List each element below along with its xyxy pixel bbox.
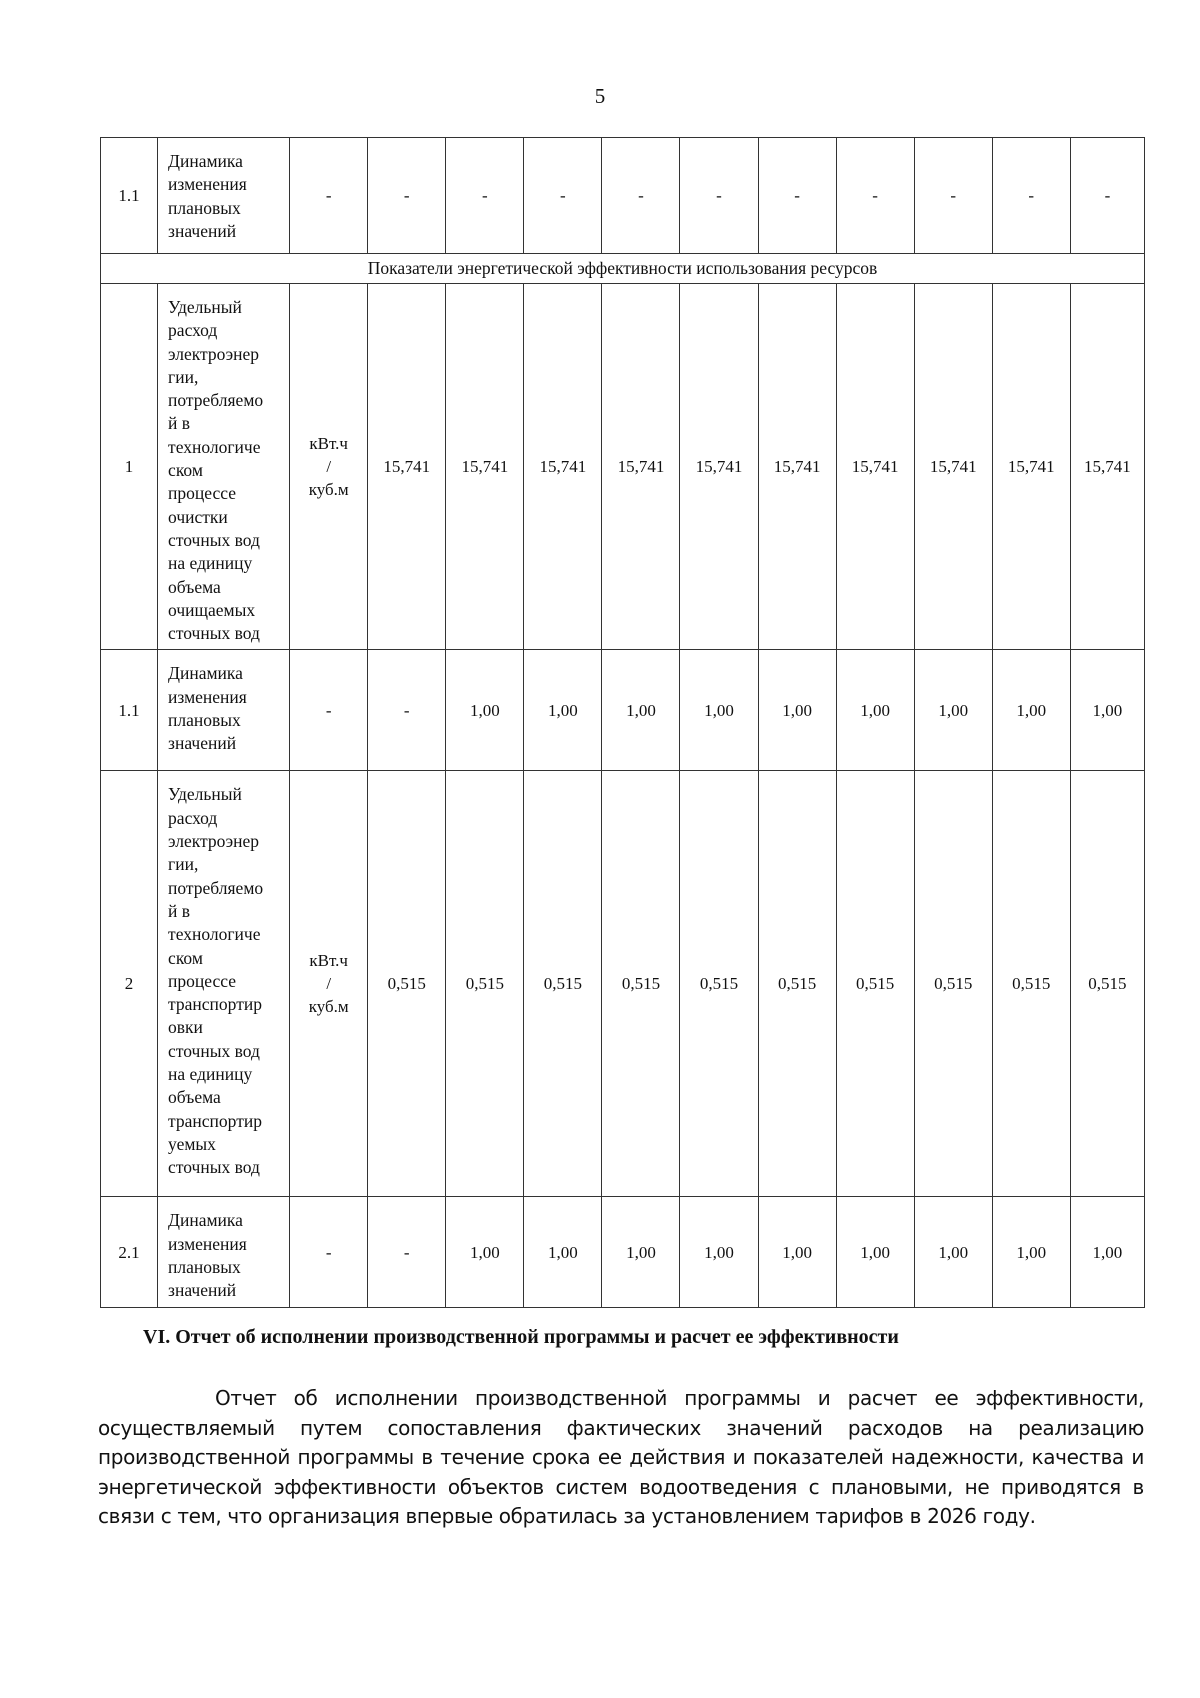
indicators-table xyxy=(100,137,1145,1308)
section-title: Показатели энергетической эффективности использования ресурсов xyxy=(101,254,1145,284)
value-cell: - xyxy=(602,138,680,254)
indicator-name-line: электроэнер xyxy=(168,831,259,852)
value-cell: 1,00 xyxy=(524,1197,602,1307)
unit-line: кВт.ч xyxy=(309,951,348,971)
indicator-name-line: сточных вод xyxy=(168,623,260,644)
indicator-name-line: овки xyxy=(168,1017,203,1038)
table-row xyxy=(101,138,1145,254)
value-cell: 0,515 xyxy=(836,771,914,1197)
table-row xyxy=(101,650,1145,771)
indicator-name-line: технологиче xyxy=(168,436,261,457)
body-paragraph: Отчет об исполнении производственной программы и расчет ее эффективности, осуществляемый путем сопоставления фактических значений расходов на реализацию производственной программы в течение срока ее действия и показателей надежности, качества и энергетической эффективности объектов систем водоотведения с плановыми, не приводятся в связи с тем, что организация впервые обратилась за установлением тарифов в 2026 году. xyxy=(98,1386,1144,1528)
indicator-name-line: объема xyxy=(168,1087,221,1108)
indicator-name-line: ском xyxy=(168,947,203,968)
unit-cell xyxy=(290,1197,368,1307)
indicator-name-line: значений xyxy=(168,1280,237,1301)
value-cell: 1,00 xyxy=(446,650,524,771)
indicator-name-line: Удельный xyxy=(168,297,242,317)
table-row xyxy=(101,771,1145,1197)
unit-line: куб.м xyxy=(308,997,349,1017)
value-cell: 0,515 xyxy=(602,771,680,1197)
value-cell: 15,741 xyxy=(758,284,836,650)
value-cell: 15,741 xyxy=(836,284,914,650)
value-cell: - xyxy=(368,650,446,771)
indicator-name-line: сточных вод xyxy=(168,1157,260,1178)
value-cell: 0,515 xyxy=(368,771,446,1197)
table-body xyxy=(101,138,1145,1308)
row-number: 1.1 xyxy=(101,650,158,771)
indicator-name-line: Динамика xyxy=(168,1210,243,1231)
indicator-name-line: й в xyxy=(168,900,191,921)
unit-cell xyxy=(290,138,368,254)
unit-line: / xyxy=(326,457,332,477)
value-cell: 0,515 xyxy=(992,771,1070,1197)
indicator-name-line: значений xyxy=(168,733,237,754)
value-cell: - xyxy=(758,138,836,254)
value-cell: - xyxy=(680,138,758,254)
value-cell: 15,741 xyxy=(680,284,758,650)
value-cell: 1,00 xyxy=(836,650,914,771)
indicator-name-line: значений xyxy=(168,220,237,241)
page-number: 5 xyxy=(594,84,606,108)
unit-line: - xyxy=(325,1242,332,1262)
indicator-name-line: Динамика xyxy=(168,663,243,684)
value-cell: 1,00 xyxy=(680,650,758,771)
unit-cell xyxy=(290,771,368,1197)
value-cell: - xyxy=(446,138,524,254)
indicator-name xyxy=(158,650,290,771)
unit-cell xyxy=(290,650,368,771)
indicator-name-line: на единицу xyxy=(168,1064,253,1085)
indicator-name-line: потребляемо xyxy=(168,390,264,411)
value-cell: 15,741 xyxy=(602,284,680,650)
section-row xyxy=(101,254,1145,284)
value-cell: - xyxy=(368,1197,446,1307)
value-cell: 1,00 xyxy=(524,650,602,771)
section-heading: VI. Отчет об исполнении производственной программы и расчет ее эффективности xyxy=(143,1326,899,1348)
value-cell: 0,515 xyxy=(524,771,602,1197)
value-cell: 1,00 xyxy=(680,1197,758,1307)
value-cell: 15,741 xyxy=(992,284,1070,650)
row-number: 2 xyxy=(101,771,158,1197)
value-cell: 1,00 xyxy=(992,650,1070,771)
value-cell: 0,515 xyxy=(446,771,524,1197)
indicator-name-line: Динамика xyxy=(168,151,243,171)
value-cell: 1,00 xyxy=(992,1197,1070,1307)
indicator-name-line: очистки xyxy=(168,506,228,527)
indicator-name xyxy=(158,1197,290,1307)
value-cell: 15,741 xyxy=(1070,284,1144,650)
value-cell: 0,515 xyxy=(680,771,758,1197)
value-cell: 15,741 xyxy=(914,284,992,650)
indicator-name-line: плановых xyxy=(168,197,241,218)
indicator-name-line: на единицу xyxy=(168,553,253,574)
unit-line: - xyxy=(325,186,332,205)
value-cell: 1,00 xyxy=(914,1197,992,1307)
value-cell: 0,515 xyxy=(1070,771,1144,1197)
value-cell: 1,00 xyxy=(914,650,992,771)
value-cell: 15,741 xyxy=(368,284,446,650)
indicator-name-line: изменения xyxy=(168,174,247,195)
table-row xyxy=(101,284,1145,650)
indicator-name-line: потребляемо xyxy=(168,877,264,898)
unit-line: кВт.ч xyxy=(309,434,348,454)
row-number: 2.1 xyxy=(101,1197,158,1307)
indicator-name-line: транспортир xyxy=(168,994,262,1015)
indicator-name-line: изменения xyxy=(168,686,247,707)
value-cell: - xyxy=(524,138,602,254)
indicator-name-line: очищаемых xyxy=(168,599,256,620)
value-cell: 1,00 xyxy=(1070,1197,1144,1307)
indicator-name-line: расход xyxy=(168,807,218,828)
value-cell: 1,00 xyxy=(836,1197,914,1307)
indicator-name-line: ском xyxy=(168,460,203,481)
value-cell: 1,00 xyxy=(602,650,680,771)
indicator-name-line: сточных вод xyxy=(168,529,260,550)
indicator-name-line: изменения xyxy=(168,1233,247,1254)
indicator-name-line: плановых xyxy=(168,1257,241,1278)
unit-cell xyxy=(290,284,368,650)
value-cell: 1,00 xyxy=(602,1197,680,1307)
indicator-name-line: объема xyxy=(168,576,221,597)
value-cell: 1,00 xyxy=(1070,650,1144,771)
indicator-name-line: процессе xyxy=(168,970,236,991)
indicator-name-line: технологиче xyxy=(168,924,261,945)
value-cell: 15,741 xyxy=(446,284,524,650)
indicator-name-line: транспортир xyxy=(168,1110,262,1131)
indicator-name-line: процессе xyxy=(168,483,236,504)
value-cell: 1,00 xyxy=(758,650,836,771)
value-cell: 0,515 xyxy=(758,771,836,1197)
indicator-name-line: расход xyxy=(168,320,218,341)
indicator-name-line: уемых xyxy=(168,1133,216,1154)
indicator-name-line: сточных вод xyxy=(168,1040,260,1061)
row-number: 1.1 xyxy=(101,138,158,254)
indicator-name xyxy=(158,284,290,650)
value-cell: - xyxy=(1070,138,1144,254)
indicator-name-line: Удельный xyxy=(168,784,242,805)
indicator-name xyxy=(158,771,290,1197)
indicator-name-line: электроэнер xyxy=(168,343,259,364)
value-cell: 15,741 xyxy=(524,284,602,650)
row-number: 1 xyxy=(101,284,158,650)
unit-line: / xyxy=(326,974,332,994)
unit-line: - xyxy=(325,700,332,720)
indicator-name-line: плановых xyxy=(168,710,241,731)
indicator-name-line: й в xyxy=(168,413,191,434)
value-cell: 1,00 xyxy=(446,1197,524,1307)
unit-line: куб.м xyxy=(308,480,349,500)
indicator-name-line: гии, xyxy=(168,854,199,875)
value-cell: - xyxy=(836,138,914,254)
value-cell: - xyxy=(992,138,1070,254)
indicator-name-line: гии, xyxy=(168,366,199,387)
value-cell: - xyxy=(914,138,992,254)
value-cell: - xyxy=(368,138,446,254)
value-cell: 1,00 xyxy=(758,1197,836,1307)
value-cell: 0,515 xyxy=(914,771,992,1197)
table-row xyxy=(101,1197,1145,1307)
indicator-name xyxy=(158,138,290,254)
